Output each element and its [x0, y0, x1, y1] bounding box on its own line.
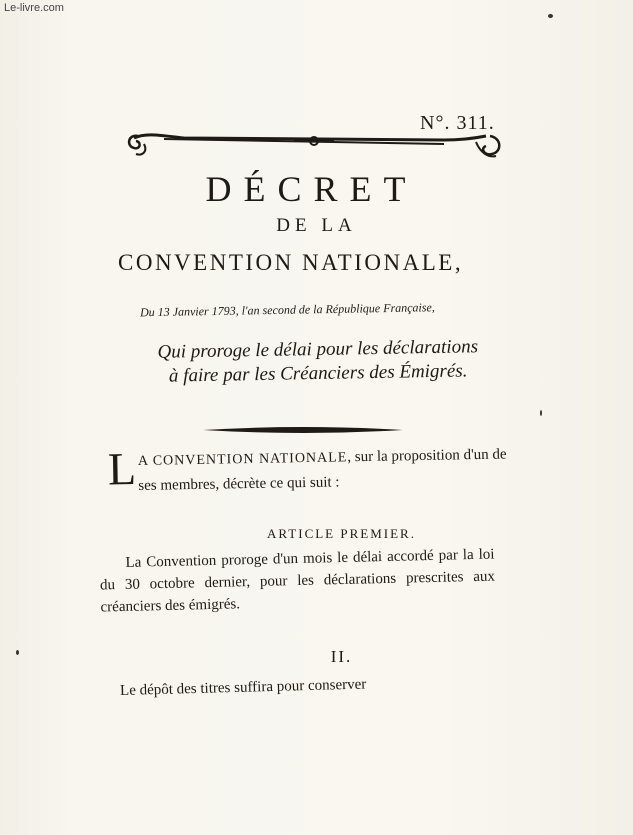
intro-paragraph [108, 443, 509, 500]
title-connector: DE LA [276, 215, 357, 236]
decree-title: DÉCRET [205, 169, 418, 209]
subtitle-line: à faire par les Créanciers des Émigrés. [168, 360, 468, 387]
title-assembly: CONVENTION NATIONALE, [118, 250, 464, 275]
ink-speck [540, 410, 542, 416]
decree-number: N°. 311. [420, 112, 495, 134]
article-numeral: II. [330, 647, 353, 666]
article-heading: ARTICLE PREMIER. [267, 526, 416, 541]
intro-text: , sur la proposition d'un de ses membres, décrète ce qui suit : [138, 446, 507, 494]
section-rule [203, 423, 403, 437]
article-body [99, 544, 495, 619]
intro-smallcaps: A CONVENTION NATIONALE [137, 450, 348, 469]
article-text: La Convention proroge d'un mois le délai accordé par la loi du 30 octobre dernier, pour les déclarations prescrites aux créanciers des émigrés. [99, 546, 496, 616]
decree-subtitle [118, 335, 519, 390]
date-line: Du 13 Janvier 1793, l'an second de la République Française, [139, 300, 435, 320]
subtitle-line: Qui proroge le délai pour les déclarations [157, 336, 479, 363]
watermark: Le-livre.com [4, 2, 64, 14]
drop-cap: L [107, 443, 137, 495]
article-two-text: Le dépôt des titres suffira pour conserver [119, 676, 367, 699]
ink-speck [548, 14, 553, 18]
ornament-divider [124, 126, 504, 164]
